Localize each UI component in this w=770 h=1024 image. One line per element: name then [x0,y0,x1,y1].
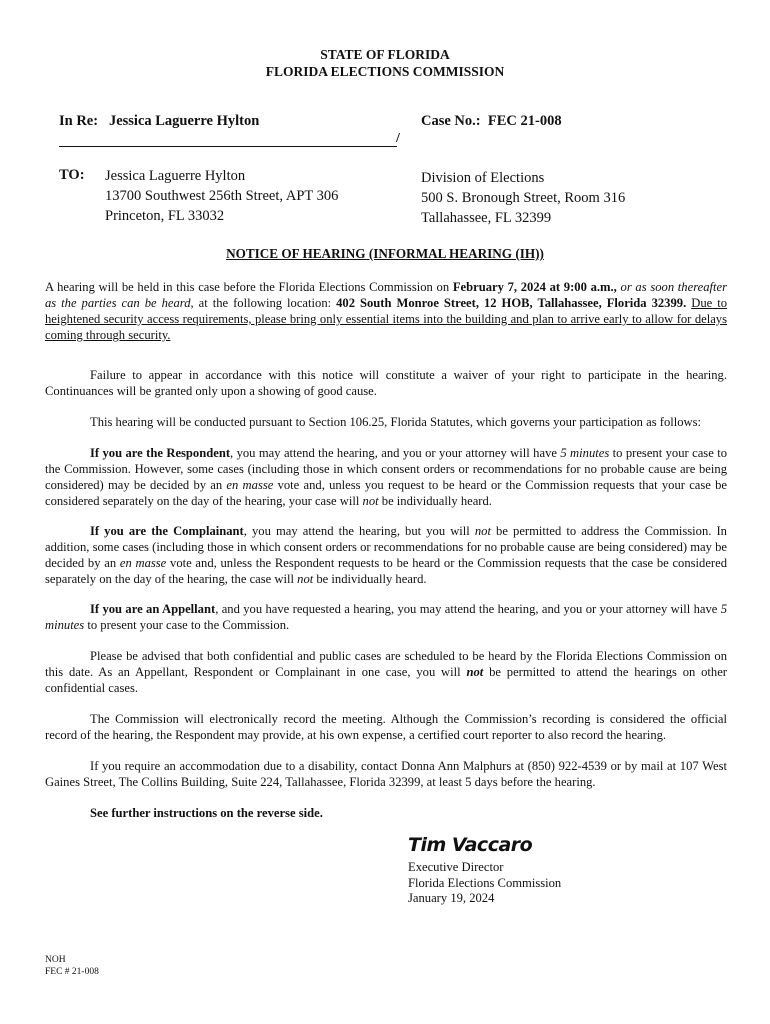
division-city: Tallahassee, FL 32399 [421,210,552,226]
division-street: 500 S. Bronough Street, Room 316 [421,190,626,206]
recipient-address [105,166,338,226]
case-no-value: FEC 21-008 [487,113,562,129]
not-text: not [474,524,491,538]
complainant-paragraph [45,523,727,587]
appellant-paragraph [45,601,727,633]
hearing-paragraph [45,279,727,343]
recipient-name: Jessica Laguerre Hylton [105,168,246,184]
caption-slash: / [396,131,400,146]
p6-text-2: to present your case to the Commission. [84,618,290,632]
p1-text: A hearing will be held in this case before the Florida Elections Commission on [45,280,453,294]
p1-text-2: , at the following location: [190,296,337,310]
reverse-side-note: See further instructions on the reverse side. [90,806,323,820]
state-heading: STATE OF FLORIDA [320,47,450,62]
recipient-city: Princeton, FL 33032 [105,208,225,224]
p5-text-4: be individually heard. [313,572,427,586]
notice-title: NOTICE OF HEARING (INFORMAL HEARING (IH)) [226,246,544,261]
in-re-name: Jessica Laguerre Hylton [108,113,260,129]
failure-paragraph: Failure to appear in accordance with this notice will constitute a waiver of your right to participate in the hearing. Continuances will be granted only upon a showing of good cause. [45,368,727,398]
commission-heading: FLORIDA ELECTIONS COMMISSION [265,64,505,79]
to-label: TO: [59,167,85,183]
p4-text-3: vote and, unless you request to be heard or the Commission requests that your case be considered separately on the day of the hearing, your case will [45,478,727,508]
security-notice: Due to heightened security access requirements, please bring only essential items into the building and plan to arrive early to allow for delays coming through security. [45,296,727,342]
en-masse-text: en masse [226,478,274,492]
not-text: not [466,665,484,679]
hearing-location: 402 South Monroe Street, 12 HOB, Tallahassee, Florida 32399. [336,296,687,310]
footer-form-code: NOH [45,955,66,965]
division-address [421,168,625,228]
caption-rule [59,146,397,147]
p5-text-2: be permitted to address the Commission. In addition, some cases (including those in which consent orders or recommendations for no probable cause are being considered) may be decided by an [45,524,727,570]
hearing-date: February 7, 2024 at 9:00 a.m., [452,280,617,294]
recording-paragraph: The Commission will electronically record the meeting. Although the Commission’s recording is considered the official record of the hearing, the Respondent may provide, at his own expense, a certified court reporter to also record the hearing. [45,712,727,742]
p5-text-3: vote and, unless the Respondent requests to be heard or the Commission requests that the case be considered separately on the day of the hearing, the case will [45,556,728,586]
as-soon-as-text: or as soon thereafter as the parties can be heard [45,280,728,310]
not-text-2: not [297,572,314,586]
footer-codes [45,954,99,978]
confidential-paragraph [45,648,727,696]
signer-org: Florida Elections Commission [408,875,562,890]
in-re-label: In Re: [59,113,99,129]
statute-paragraph: This hearing will be conducted pursuant to Section 106.25, Florida Statutes, which governs your participation as follows: [90,415,702,429]
signature-block [408,860,561,907]
respondent-minutes: 5 minutes [560,446,610,460]
complainant-lead: If you are the Complainant [90,524,244,538]
p7-text: Please be advised that both confidential and public cases are scheduled to be heard by the Florida Elections Commission on this date. As an Appellant, Respondent or Complainant in one case, you will [45,649,727,679]
p6-text: , and you have requested a hearing, you may attend the hearing, and you or your attorney will have [215,602,721,616]
appellant-minutes: 5 minutes [45,602,727,632]
p4-text-2: to present your case to the Commission. However, some cases (including those in which consent orders or recommendations for no probable cause are being considered) may be decided by an [45,446,727,492]
case-number-line [421,113,562,130]
p7-text-2: be permitted to attend the hearings on other confidential cases. [45,665,727,695]
footer-case-number: FEC # 21-008 [45,967,99,977]
p4-text: , you may attend the hearing, and you or your attorney will have [230,446,561,460]
signature-date: January 19, 2024 [408,891,495,905]
not-text: not [362,494,379,508]
case-no-label: Case No.: [421,113,481,129]
appellant-lead: If you are an Appellant [90,602,216,616]
p4-text-4: be individually heard. [378,494,492,508]
signer-title: Executive Director [408,860,504,874]
division-name: Division of Elections [421,170,545,186]
en-masse-text: en masse [119,556,167,570]
recipient-street: 13700 Southwest 256th Street, APT 306 [105,188,339,204]
respondent-lead: If you are the Respondent [90,446,231,460]
p5-text: , you may attend the hearing, but you will [243,524,475,538]
in-re-line [59,113,259,130]
respondent-paragraph [45,445,727,509]
signature: Tim Vaccaro [408,834,533,856]
accommodation-paragraph: If you require an accommodation due to a disability, contact Donna Ann Malphurs at (850) 922-4539 or by mail at 107 West Gaines Street, The Collins Building, Suite 224, Tallahassee, Florida 32399, at least 5 days before the hearing. [45,759,727,789]
